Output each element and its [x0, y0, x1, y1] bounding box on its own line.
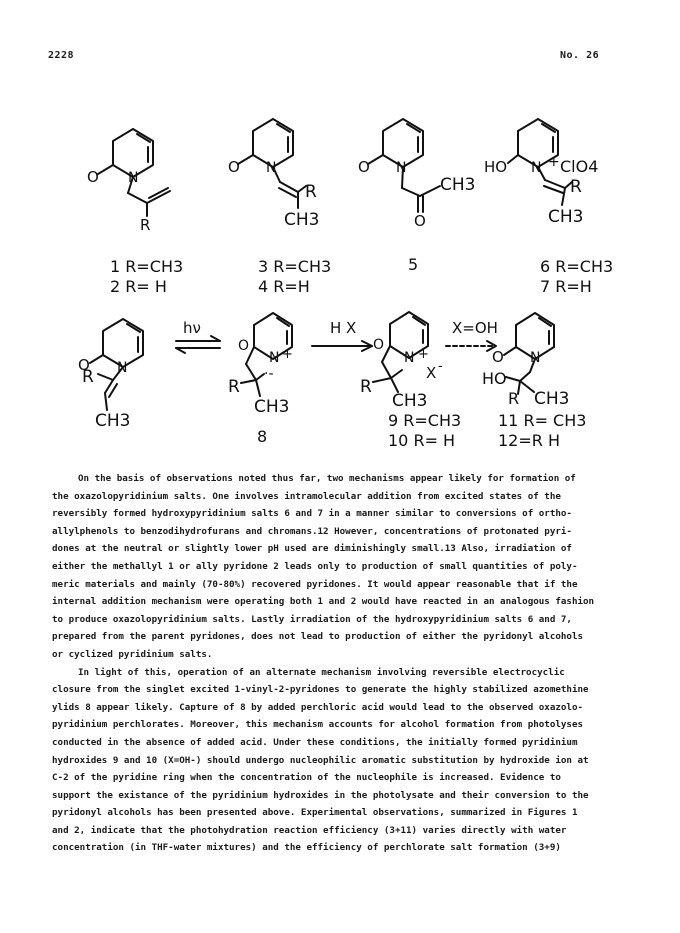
atom-ho-6: HO	[484, 158, 508, 176]
compound-5-label: 5	[408, 255, 419, 274]
atom-n-11: N	[530, 350, 541, 366]
compound-7-label: 7 R=H	[540, 277, 592, 296]
paragraph-1-line: On the basis of observations noted thus far, two mechanisms appear likely for formation of	[78, 473, 576, 484]
atom-n-6: N	[531, 160, 542, 176]
compound-2-label: 2 R= H	[110, 277, 167, 296]
paragraph-2-line: closure from the singlet excited 1-vinyl-2-pyridones to generate the highly stabilized azomethine	[52, 684, 589, 696]
atom-r-11: R	[508, 389, 520, 408]
compound-6-label: 6 R=CH3	[540, 257, 614, 276]
atom-x-9: X	[426, 364, 437, 382]
paragraph-1-line: the oxazolopyridinium salts. One involves intramolecular addition from excited states of the	[52, 490, 561, 502]
acid-arrow	[312, 341, 372, 351]
atom-n-5: N	[396, 160, 407, 176]
page-number: 2228	[48, 50, 75, 61]
atom-r-vinyl: R	[82, 367, 94, 387]
compound-4-label: 4 R=H	[258, 277, 310, 296]
atom-r-1: R	[140, 216, 151, 234]
reagent-light: hν	[183, 319, 201, 337]
atom-o-8: O	[238, 338, 250, 354]
atom-r-8: R	[228, 377, 240, 397]
compound-8-label: 8	[257, 427, 268, 446]
compound-11-label: 11 R= CH3	[498, 411, 587, 430]
compound-12-label: 12=R H	[498, 431, 560, 450]
atom-n-3: N	[266, 160, 277, 176]
atom-ch3-5: CH3	[440, 175, 476, 195]
atom-ho-11: HO	[482, 369, 507, 388]
atom-ch3-3: CH3	[284, 210, 320, 230]
paragraph-2-line: In light of this, operation of an alternate mechanism involving reversible electrocyclic	[78, 666, 565, 678]
reagent-hydroxide: X=OH	[452, 319, 498, 337]
paragraph-1-line: or cyclized pyridinium salts.	[52, 648, 213, 660]
minus-9: -	[438, 359, 443, 374]
atom-n-1: N	[128, 170, 139, 186]
paragraph-2-line: ylids 8 appear likely. Capture of 8 by added perchloric acid would lead to the observed oxazolo-	[52, 701, 584, 713]
reaction-scheme	[0, 0, 680, 460]
paragraph-1-line: internal addition mechanism were operating both 1 and 2 would have reacted in an analogous fashion	[52, 596, 595, 608]
paragraph-2-line: C-2 of the pyridine ring when the concentration of the nucleophile is increased. Evidence to	[52, 772, 561, 784]
plus-8: +	[282, 347, 293, 362]
paragraph-2-line: hydroxides 9 and 10 (X=OH-) should undergo nucleophilic aromatic substitution by hydroxide ion at	[52, 754, 589, 766]
paragraph-1-line: reversibly formed hydroxypyridinium salts 6 and 7 in a manner similar to conversions of ortho-	[52, 508, 572, 520]
compound-9-label: 9 R=CH3	[388, 411, 462, 430]
paragraph-2-line: and 2, indicate that the photohydration reaction efficiency (3+11) varies directly with water	[52, 824, 567, 836]
paragraph-1-line: meric materials and mainly (70-80%) recovered pyridones. It would appear reasonable that if the	[52, 578, 578, 590]
atom-o-11: O	[492, 348, 504, 366]
atom-o-vinyl: O	[78, 356, 90, 374]
paragraph-1-line: dones at the neutral or slightly lower pH used are diminishingly small.13 Also, irradiation of	[52, 543, 572, 555]
atom-r-6: R	[570, 177, 582, 197]
body-text	[52, 470, 652, 857]
paragraph-2-line: pyridinium perchlorates. Moreover, this mechanism accounts for alcohol formation from photolyses	[52, 719, 584, 731]
atom-n-vinyl: N	[117, 360, 128, 376]
paragraph-2-line: concentration (in THF-water mixtures) and the efficiency of perchlorate salt formation (3+9)	[52, 842, 561, 854]
plus-9: +	[418, 347, 429, 362]
compound-10-label: 10 R= H	[388, 431, 456, 450]
compound-3-label: 3 R=CH3	[258, 257, 332, 276]
atom-ch3-11: CH3	[534, 389, 570, 409]
plus-6: +	[548, 154, 560, 170]
atom-ch3-9: CH3	[392, 391, 428, 411]
journal-issue: No. 26	[560, 50, 600, 61]
paragraph-2-line: pyridonyl alcohols has been presented above. Experimental observations, summarized in Figures 1	[52, 807, 578, 819]
atom-r-9: R	[360, 377, 372, 397]
atom-r-3: R	[305, 182, 317, 202]
paragraph-1-line: allylphenols to benzodihydrofurans and chromans.12 However, concentrations of protonated pyri-	[52, 525, 572, 537]
atom-o-5: O	[358, 158, 370, 176]
paragraph-1-line: prepared from the parent pyridones, does not lead to production of either the pyridonyl alcohols	[52, 631, 584, 643]
hydroxide-arrow	[446, 341, 496, 351]
atom-ch3-8: CH3	[254, 397, 290, 417]
atom-clo4-6: ClO4	[560, 157, 599, 176]
paragraph-2-line: conducted in the absence of added acid. Under these conditions, the initially formed pyridinium	[52, 736, 578, 748]
atom-o-3: O	[228, 158, 240, 176]
atom-n-8: N	[269, 350, 280, 366]
reagent-acid: H X	[330, 319, 357, 337]
alcohol-11-structure	[504, 313, 554, 394]
paragraph-1-line: either the methallyl 1 or ally pyridone 2 leads only to production of small quantities of poly-	[52, 560, 578, 572]
anion-8: ·-	[264, 366, 274, 382]
atom-o-5b: O	[414, 212, 426, 230]
atom-n-9: N	[404, 350, 415, 366]
atom-o-9: O	[373, 337, 385, 353]
equilibrium-arrow	[176, 336, 220, 353]
compound-1-label: 1 R=CH3	[110, 257, 184, 276]
atom-o-1: O	[87, 168, 99, 186]
atom-ch3-6: CH3	[548, 207, 584, 227]
paragraph-1-line: to produce oxazolopyridinium salts. Lastly irradiation of the hydroxypyridinium salts 6 and 7,	[52, 613, 572, 625]
paragraph-2-line: support the existance of the pyridinium hydroxides in the photolysate and their conversion to the	[52, 789, 589, 801]
atom-ch3-vinyl: CH3	[95, 411, 131, 431]
